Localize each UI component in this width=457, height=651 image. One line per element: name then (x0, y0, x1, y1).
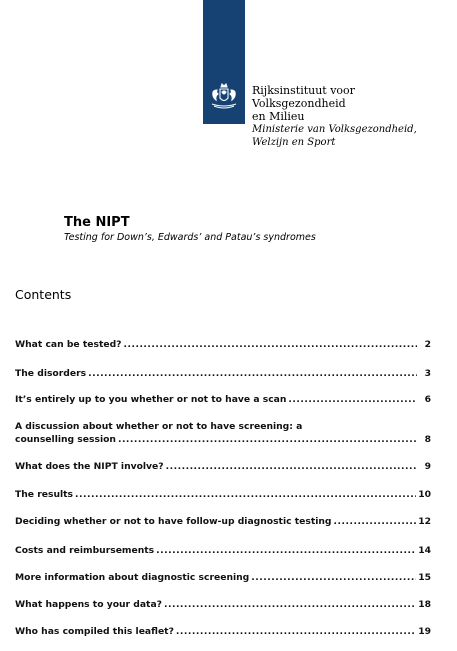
ministry-line1: Ministerie van Volksgezondheid, (252, 124, 417, 135)
toc-entry-discussion-line1: A discussion about whether or not to have screening: a (15, 421, 303, 432)
toc-leader-dots (88, 368, 417, 379)
toc-entry-label: The disorders (15, 368, 87, 379)
toc-entry-label: Who has compiled this leaflet? (15, 626, 174, 637)
toc-entry-label: It’s entirely up to you whether or not to have a scan (15, 394, 287, 405)
toc-entry-label: What happens to your data? (15, 599, 162, 610)
toc-entry-page: 12 (418, 516, 431, 527)
org-name-line2: en Milieu (252, 110, 305, 123)
toc-entry-costs[interactable] (15, 545, 431, 556)
toc-entry-page: 10 (418, 489, 431, 500)
toc-entry-page: 3 (424, 368, 431, 379)
toc-entry-page: 6 (424, 394, 431, 405)
toc-leader-dots (288, 394, 417, 405)
toc-entry-the-results[interactable] (15, 489, 431, 500)
toc-entry-up-to-you[interactable] (15, 394, 431, 405)
logo-band (203, 0, 245, 124)
document-title: The NIPT (64, 215, 130, 230)
toc-entry-page: 8 (424, 434, 431, 445)
toc-entry-label: counselling session (15, 434, 116, 445)
toc-entry-page: 2 (424, 339, 431, 350)
toc-leader-dots (251, 572, 416, 583)
toc-leader-dots (75, 489, 416, 500)
toc-entry-label: The results (15, 489, 74, 500)
toc-entry-the-disorders[interactable] (15, 368, 431, 379)
toc-entry-label: More information about diagnostic screening (15, 572, 250, 583)
document-subtitle: Testing for Down’s, Edwards’ and Patau’s syndromes (64, 232, 316, 243)
toc-entry-discussion[interactable] (15, 434, 431, 445)
contents-heading: Contents (15, 287, 72, 302)
toc-leader-dots (334, 516, 417, 527)
toc-entry-nipt-involve[interactable] (15, 461, 431, 472)
toc-entry-who-compiled[interactable] (15, 626, 431, 637)
toc-entry-page: 19 (418, 626, 431, 637)
toc-entry-label: Deciding whether or not to have follow-up diagnostic testing (15, 516, 332, 527)
toc-entry-follow-up-testing[interactable] (15, 516, 431, 527)
toc-entry-page: 18 (418, 599, 431, 610)
toc-leader-dots (123, 339, 417, 350)
toc-entry-label: What does the NIPT involve? (15, 461, 164, 472)
toc-entry-diagnostic-info[interactable] (15, 572, 431, 583)
toc-entry-your-data[interactable] (15, 599, 431, 610)
toc-leader-dots (118, 434, 417, 445)
royal-coat-of-arms-icon (203, 80, 245, 114)
toc-entry-label: What can be tested? (15, 339, 122, 350)
toc-entry-page: 9 (424, 461, 431, 472)
toc-entry-page: 15 (418, 572, 431, 583)
toc-leader-dots (164, 599, 416, 610)
toc-entry-what-can-be-tested[interactable] (15, 339, 431, 350)
ministry-line2: Welzijn en Sport (252, 137, 336, 148)
organisation-block (252, 84, 452, 149)
toc-entry-label: Costs and reimbursements (15, 545, 155, 556)
toc-leader-dots (166, 461, 417, 472)
toc-leader-dots (156, 545, 416, 556)
toc-entry-page: 14 (418, 545, 431, 556)
toc-leader-dots (176, 626, 416, 637)
org-name-line1: Rijksinstituut voor Volksgezondheid (252, 84, 355, 110)
